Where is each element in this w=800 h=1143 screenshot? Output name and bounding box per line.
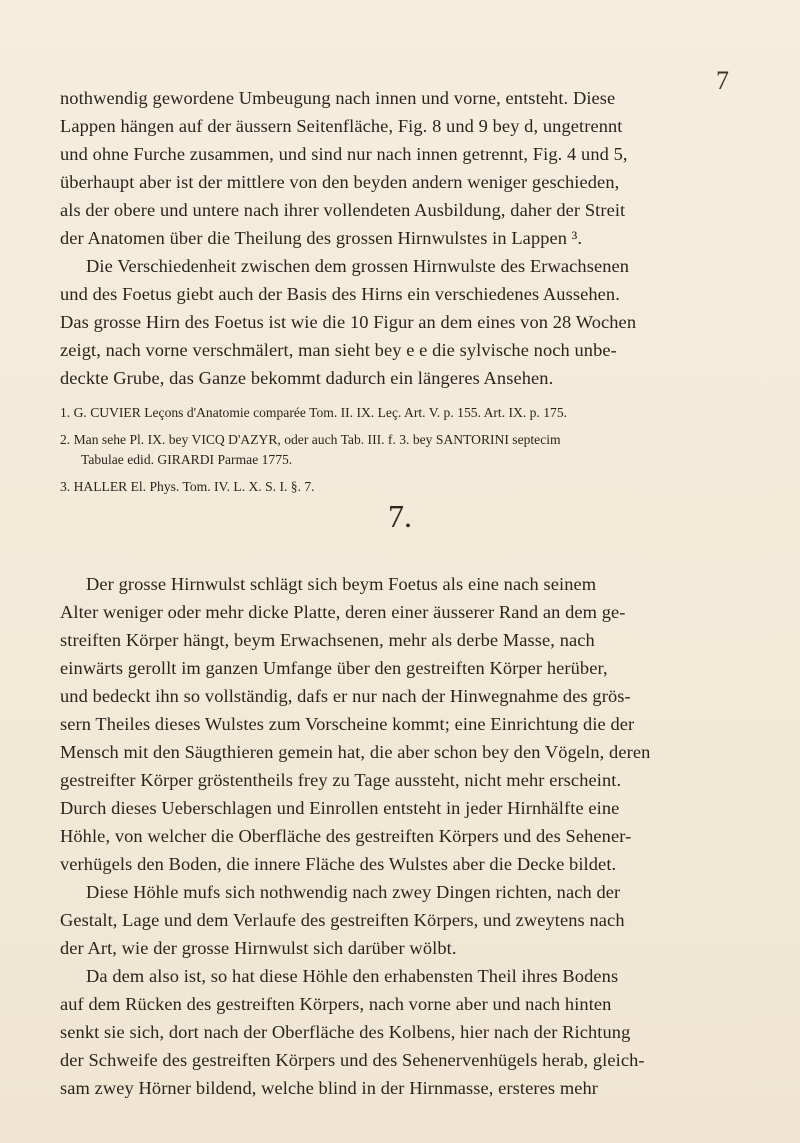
text-line: und ohne Furche zusammen, und sind nur nach innen getrennt, Fig. 4 und 5,: [60, 144, 628, 164]
text-line: gestreifter Körper gröstentheils frey zu Tage aussteht, nicht mehr erscheint.: [60, 770, 622, 790]
text-line: Gestalt, Lage und dem Verlaufe des gestreiften Körpers, und zweytens nach: [60, 910, 625, 930]
section-number: 7.: [388, 498, 412, 534]
text-line: Da dem also ist, so hat diese Höhle den erhabensten Theil ihres Bodens: [86, 966, 619, 986]
text-line: Mensch mit den Säugthieren gemein hat, die aber schon bey den Vögeln, deren: [60, 742, 651, 762]
text-line: nothwendig gewordene Umbeugung nach innen und vorne, entsteht. Diese: [60, 88, 616, 108]
text-line: sern Theiles dieses Wulstes zum Vorscheine kommt; eine Einrichtung die der: [60, 714, 635, 734]
text-line: sam zwey Hörner bildend, welche blind in der Hirnmasse, ersteres mehr: [60, 1078, 599, 1098]
text-line: und des Foetus giebt auch der Basis des Hirns ein verschiedenes Aussehen.: [60, 284, 620, 304]
footnote: 1. G. CUVIER Leçons d'Anatomie comparée Tom. II. IX. Leç. Art. V. p. 155. Art. IX. p. 175.: [60, 405, 568, 420]
text-line: Das grosse Hirn des Foetus ist wie die 10 Figur an dem eines von 28 Wochen: [60, 312, 637, 332]
text-line: auf dem Rücken des gestreiften Körpers, nach vorne aber und nach hinten: [60, 994, 612, 1014]
footnote: 2. Man sehe Pl. IX. bey VICQ D'AZYR, oder auch Tab. III. f. 3. bey SANTORINI septecim: [60, 432, 561, 447]
text-line: senkt sie sich, dort nach der Oberfläche des Kolbens, hier nach der Richtung: [60, 1022, 631, 1042]
text-line: einwärts gerollt im ganzen Umfange über den gestreiften Körper herüber,: [60, 658, 608, 678]
text-line: der Art, wie der grosse Hirnwulst sich darüber wölbt.: [60, 938, 457, 958]
text-line: Alter weniger oder mehr dicke Platte, deren einer äusserer Rand an dem ge-: [60, 602, 626, 622]
footnote-continuation: Tabulae edid. GIRARDI Parmae 1775.: [81, 452, 293, 467]
text-line: der Schweife des gestreiften Körpers und des Sehenervenhügels herab, gleich-: [60, 1050, 645, 1070]
text-line: der Anatomen über die Theilung des grossen Hirnwulstes in Lappen ³.: [60, 228, 583, 248]
text-line: Der grosse Hirnwulst schlägt sich beym Foetus als eine nach seinem: [86, 574, 597, 594]
text-line: zeigt, nach vorne verschmälert, man sieht bey e e die sylvische noch unbe-: [60, 340, 617, 360]
page-number: 7: [716, 66, 729, 95]
text-line: streiften Körper hängt, beym Erwachsenen, mehr als derbe Masse, nach: [60, 630, 595, 650]
text-line: Höhle, von welcher die Oberfläche des gestreiften Körpers und des Sehener-: [60, 826, 632, 846]
text-line: als der obere und untere nach ihrer vollendeten Ausbildung, daher der Streit: [60, 200, 626, 220]
text-line: und bedeckt ihn so vollständig, dafs er nur nach der Hinwegnahme des grös-: [60, 686, 631, 706]
footnote: 3. HALLER El. Phys. Tom. IV. L. X. S. I. §. 7.: [60, 479, 315, 494]
text-line: Lappen hängen auf der äussern Seitenfläche, Fig. 8 und 9 bey d, ungetrennt: [60, 116, 623, 136]
text-line: Diese Höhle mufs sich nothwendig nach zwey Dingen richten, nach der: [86, 882, 621, 902]
text-line: deckte Grube, das Ganze bekommt dadurch ein längeres Ansehen.: [60, 368, 554, 388]
text-line: Die Verschiedenheit zwischen dem grossen Hirnwulste des Erwachsenen: [86, 256, 630, 276]
text-line: Durch dieses Ueberschlagen und Einrollen entsteht in jeder Hirnhälfte eine: [60, 798, 620, 818]
text-line: verhügels den Boden, die innere Fläche des Wulstes aber die Decke bildet.: [60, 854, 617, 874]
text-line: überhaupt aber ist der mittlere von den beyden andern weniger geschieden,: [60, 172, 620, 192]
